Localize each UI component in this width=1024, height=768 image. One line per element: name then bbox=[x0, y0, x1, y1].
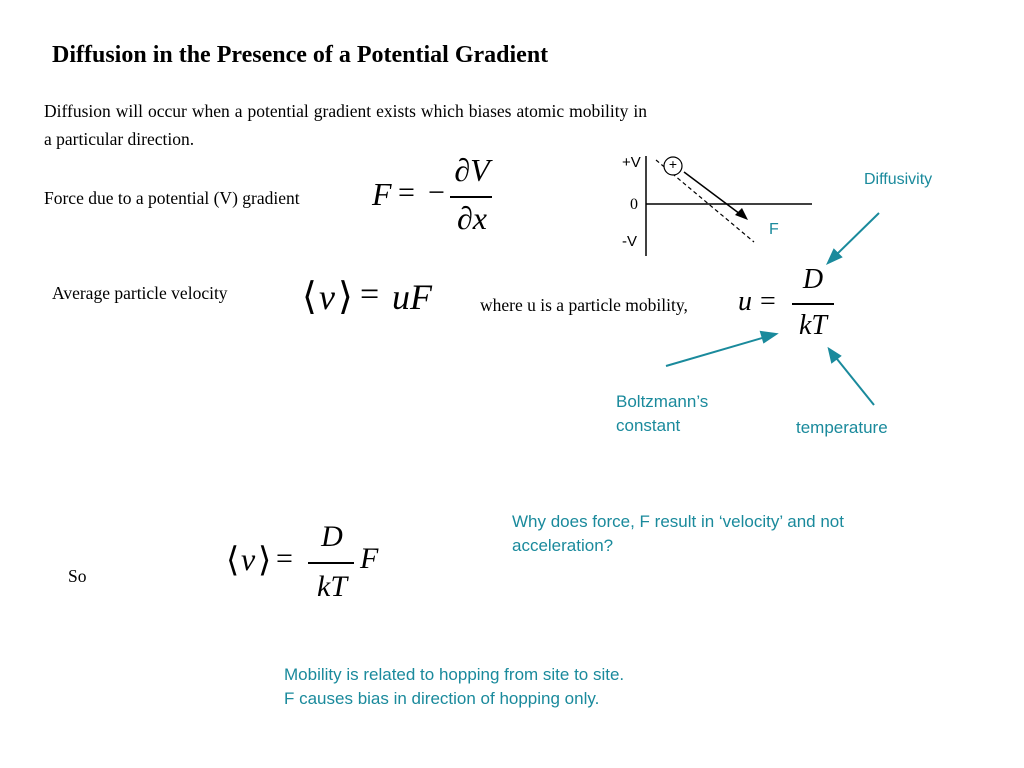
so-eq-fraction-bar bbox=[308, 562, 354, 564]
force-eq-numerator: ∂V bbox=[454, 152, 490, 188]
label-zero: 0 bbox=[630, 196, 638, 213]
velocity-eq-langle: ⟨ bbox=[302, 276, 317, 318]
force-eq-denominator: ∂x bbox=[456, 200, 487, 236]
question-text bbox=[512, 510, 844, 558]
so-equation bbox=[226, 520, 396, 610]
boltzmann-arrowhead bbox=[761, 332, 776, 342]
force-eq-equals: = bbox=[398, 176, 415, 209]
question-line-1: Why does force, F result in ‘velocity’ and not bbox=[512, 512, 844, 531]
force-label: Force due to a potential (V) gradient bbox=[44, 188, 300, 208]
charge-sign: + bbox=[668, 156, 678, 172]
force-eq-minus: − bbox=[428, 176, 445, 209]
boltzmann-line-2: constant bbox=[616, 416, 681, 435]
so-eq-rangle: ⟩ bbox=[258, 542, 272, 579]
note-line-2: F causes bias in direction of hopping only. bbox=[284, 689, 600, 708]
velocity-eq-rhs: uF bbox=[392, 277, 432, 317]
so-eq-numerator: D bbox=[321, 520, 343, 553]
intro-paragraph: Diffusion will occur when a potential gradient exists which biases atomic mobility in a particular direction. bbox=[44, 101, 647, 149]
so-eq-langle: ⟨ bbox=[226, 542, 240, 579]
force-eq-lhs: F bbox=[372, 176, 392, 212]
slide-title: Diffusion in the Presence of a Potential Gradient bbox=[52, 42, 549, 68]
diffusivity-arrow bbox=[833, 213, 879, 258]
mobility-label: where u is a particle mobility, bbox=[480, 295, 688, 315]
so-label: So bbox=[68, 566, 87, 586]
label-plus-v: +V bbox=[622, 154, 641, 171]
label-force-f: F bbox=[769, 221, 779, 238]
so-eq-denominator: kT bbox=[317, 570, 347, 603]
mobility-eq-lhs: u bbox=[738, 286, 752, 317]
mobility-eq-numerator: D bbox=[802, 264, 824, 295]
note-line-1: Mobility is related to hopping from site to site. bbox=[284, 665, 625, 684]
question-line-2: acceleration? bbox=[512, 536, 614, 555]
annotation-boltzmann bbox=[616, 390, 708, 438]
label-minus-v: -V bbox=[622, 233, 637, 250]
velocity-eq-equals: = bbox=[360, 276, 380, 313]
mobility-note bbox=[284, 663, 624, 711]
mobility-eq-equals: = bbox=[760, 286, 776, 317]
boltzmann-arrow bbox=[666, 336, 769, 366]
annotation-temperature: temperature bbox=[796, 418, 888, 437]
boltzmann-line-1: Boltzmann’s bbox=[616, 392, 709, 411]
temperature-arrow bbox=[833, 354, 874, 405]
velocity-eq-rangle: ⟩ bbox=[338, 276, 353, 318]
so-eq-v: v bbox=[241, 541, 256, 577]
so-eq-equals: = bbox=[276, 542, 293, 575]
velocity-eq-v: v bbox=[319, 277, 335, 317]
annotation-diffusivity: Diffusivity bbox=[864, 171, 933, 188]
so-eq-factor: F bbox=[360, 542, 379, 575]
velocity-label: Average particle velocity bbox=[52, 283, 228, 303]
mobility-eq-denominator: kT bbox=[799, 310, 827, 341]
